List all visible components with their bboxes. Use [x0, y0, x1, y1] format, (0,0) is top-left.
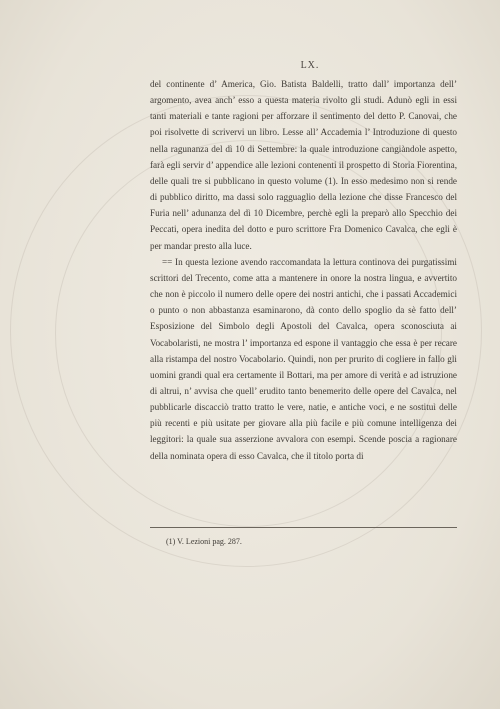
- footnote-rule: [150, 527, 457, 528]
- page-number: LX.: [300, 60, 320, 71]
- body-text: [150, 76, 457, 464]
- paragraph-2: == In questa lezione avendo raccomandata la lettura continova dei purgatissimi scrittori del Trecento, come atta a mantenere in onore la nostra lingua, e avvertito che non è piccolo il numero delle opere dei nostri antichi, che i passati Accademici o punto o non abbastanza esaminarono, dà conto dello spoglio da sè fatto dell’ Esposizione del Simbolo degli Apostoli del Cavalca, opera sconosciuta ai Vocabolaristi, ne mostra l’ importanza ed espone il vantaggio che essa è per recare alla ristampa del nostro Vocabolario. Quindi, non per prurito di cogliere in fallo gli uomini grandi qual era certamente il Bottari, ma per amore di verità e ad istruzione di altrui, n’ avvisa che quell’ erudito tanto benemerito delle opere del Cavalca, nel pubblicarle discacciò tratto tratto le vere, natie, e antiche voci, e ne sostituì delle più recenti e più usitate per giovare alla più facile e più comune intelligenza dei leggitori: la quale sua asserzione avvalora con esempi. Scende poscia a ragionare della nominata opera di esso Cavalca, che il titolo porta di: [150, 256, 457, 461]
- footnote: (1) V. Lezioni pag. 287.: [166, 537, 242, 546]
- paragraph-1: del continente d’ America, Gio. Batista Baldelli, tratto dall’ importanza dell’ argomento, avea anch’ esso a questa materia rivolto gli studi. Adunò egli in essi tanti materiali e tante ragioni per afforzare il sentimento del detto P. Canovai, che poi risolvette di scrivervi un libro. Lesse all’ Accademia l’ Introduzione di questo nella ragunanza del dì 10 di Settembre: la quale introduzione cangiàndole aspetto, farà egli servir d’ appendice alle lezioni contenenti il prospetto di Storia Fiorentina, delle quali tre si pubblicano in questo volume (1). In esso medesimo non si rende di pubblico diritto, ma dassi solo ragguaglio della lezione che disse Francesco del Furia nell’ adunanza del dì 10 Dicembre, perchè egli la preparò allo Specchio dei Peccati, opera inedita del dotto e puro scrittore Fra Domenico Cavalca, che egli è per mandar presto alla luce.: [150, 79, 457, 251]
